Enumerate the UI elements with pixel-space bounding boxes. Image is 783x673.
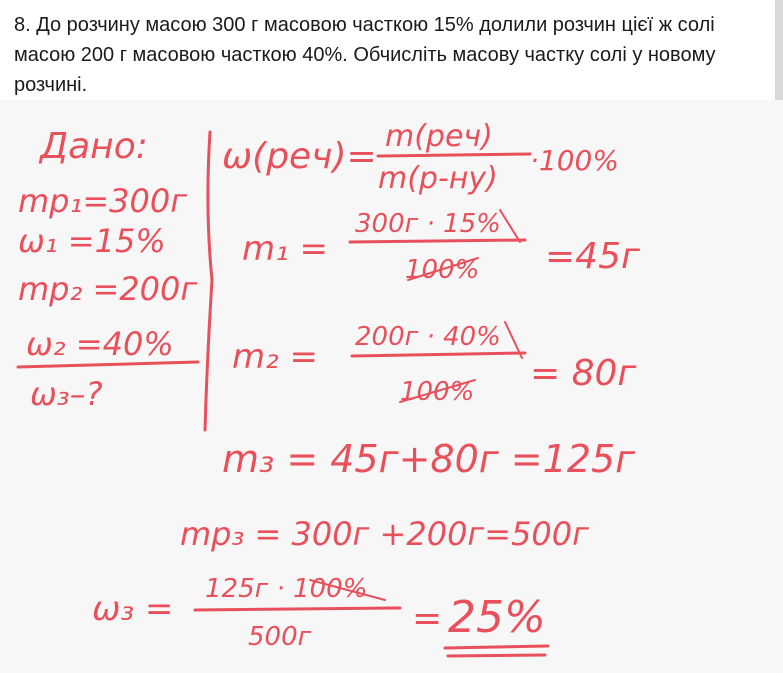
m3-line: m₃ = 45г+80г =125г	[222, 437, 636, 481]
question-panel	[0, 0, 775, 100]
formula-numerator: m(реч)	[385, 119, 493, 154]
handwritten-solution-image	[0, 100, 783, 673]
given-line-4: ω₂ =40%	[26, 325, 174, 363]
answer-underline-1	[445, 646, 548, 648]
m2-numerator: 200г · 40%	[355, 322, 501, 352]
m1-fraction-bar	[350, 240, 525, 242]
formula-fraction-bar	[378, 154, 530, 156]
question-text: 8. До розчину масою 300 г масовою часткою 15% долили розчин цієї ж солі масою 200 г масовою часткою 40%. Обчисліть масову частку солі у новому розчині.	[14, 14, 716, 96]
w3-fraction-bar	[195, 608, 400, 610]
m1-denominator: 100%	[405, 255, 480, 285]
m1-left: m₁ =	[242, 229, 329, 269]
w3-equals: =	[412, 598, 443, 639]
w3-result: 25%	[448, 592, 546, 643]
formula-left: ω(реч)=	[222, 136, 377, 177]
mp3-line: mр₃ = 300г +200г=500г	[180, 515, 589, 553]
handwriting-svg	[0, 100, 783, 673]
formula-multiplier: ·100%	[530, 144, 619, 177]
given-find: ω₃–?	[30, 375, 103, 413]
w3-denominator: 500г	[248, 622, 312, 652]
w3-left: ω₃ =	[92, 589, 174, 629]
m2-result: = 80г	[530, 353, 637, 394]
divider-line	[205, 132, 212, 430]
m1-numerator: 300г · 15%	[355, 209, 501, 239]
answer-underline-2	[448, 655, 545, 656]
given-line-1: mр₁=300г	[18, 182, 188, 220]
m2-fraction-bar	[352, 353, 525, 356]
m1-result: =45г	[545, 236, 640, 277]
m2-left: m₂ =	[232, 337, 319, 377]
given-line-3: mр₂ =200г	[18, 270, 198, 308]
formula-denominator: m(р-ну)	[378, 161, 498, 196]
m2-denominator: 100%	[400, 377, 475, 407]
m1-cancel-num	[500, 210, 520, 242]
given-line-2: ω₁ =15%	[18, 222, 166, 260]
given-header: Дано:	[40, 126, 148, 167]
w3-numerator: 125г · 100%	[205, 574, 368, 604]
